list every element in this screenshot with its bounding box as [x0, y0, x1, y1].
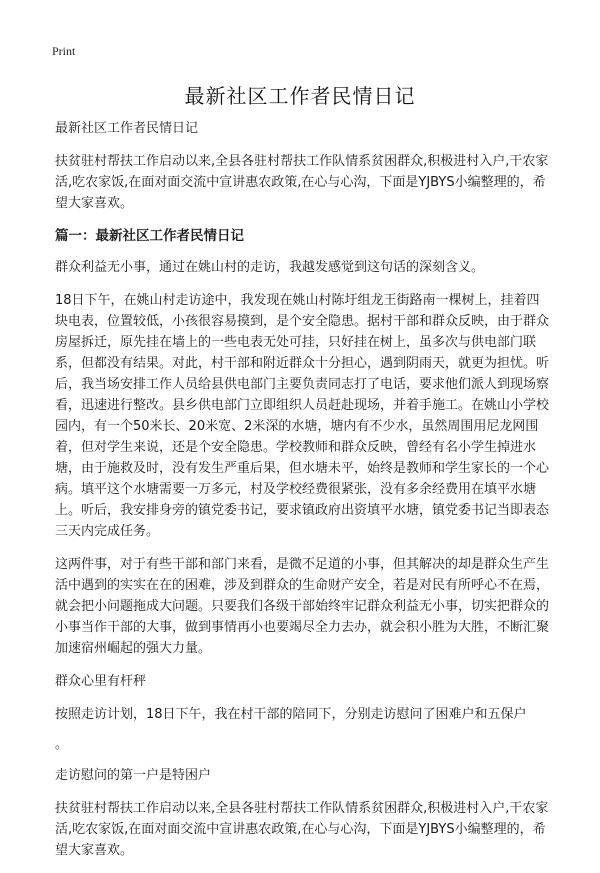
paragraph: 这两件事，对于有些干部和部门来看，是微不足道的小事，但其解决的却是群众生产生活中遇到的实实在在的困难，涉及到群众的生命财产安全，若是对民有所呼心不在焉，就会把小问题拖成大问题。只要我们各级干部始终牢记群众利益无小事，切实把群众的小事当作干部的大事，做到事情再小也要竭尽全力去办，就会积小胜为大胜，不断汇聚加速宿州崛起的强大力量。 [55, 557, 550, 656]
paragraph: 扶贫驻村帮扶工作启动以来,全县各驻村帮扶工作队情系贫困群众,积极进村入户,干农家活,吃农家饭,在面对面交流中宣讲惠农政策,在心与心沟，下面是YJBYS小编整理的，希望大家喜欢。 [55, 801, 549, 858]
article-body [55, 118, 551, 873]
paragraph: 群众利益无小事，通过在姚山村的走访，我越发感觉到这句话的深刻含义。 [55, 260, 485, 275]
print-link[interactable]: Print [52, 44, 76, 58]
paragraph: 18日下午，在姚山村走访途中，我发现在姚山村陈圩组龙王街路南一棵树上，挂着四块电表，位置较低，小孩很容易摸到，是个安全隐患。据村干部和群众反映，由于群众房屋拆迁，原先挂在墙上的一些电表无处可挂，只好挂在树上，虽多次与供电部门联系，但都没有结果。对此，村干部和附近群众十分担心，遇到阴雨天，就更为担忧。听后，我当场安排工作人员给县供电部门主要负责同志打了电话，要求他们派人到现场察看，迅速进行整改。县乡供电部门立即组织人员赶赴现场，并着手施工。在姚山小学校园内，有一个50米长、20米宽、2米深的水塘，塘内有不少水，虽然周围用尼龙网围着，但对学生来说，还是个安全隐患。学校教师和群众反映，曾经有名小学生掉进水塘，由于施救及时，没有发生严重后果，但水塘未平，始终是教师和学生家长的一个心病。填平这个水塘需要一万多元，村及学校经费很紧张，没有多余经费用在填平水塘上。听后，我安排身旁的镇党委书记，要求镇政府出资填平水塘，镇党委书记当即表态三天内完成任务。 [55, 293, 550, 539]
subheading-paragraph: 走访慰问的第一户是特困户 [55, 768, 212, 783]
intro-paragraph: 扶贫驻村帮扶工作启动以来,全县各驻村帮扶工作队情系贫困群众,积极进村入户,干农家活,吃农家饭,在面对面交流中宣讲惠农政策,在心与心沟，下面是YJBYS小编整理的，希望大家喜欢。 [55, 154, 549, 211]
page-title: 最新社区工作者民情日记 [184, 84, 416, 108]
paragraph-continuation: 。 [55, 737, 69, 752]
article-subtitle: 最新社区工作者民情日记 [55, 121, 199, 136]
subheading-paragraph: 群众心里有杆秤 [55, 674, 147, 689]
paragraph: 按照走访计划，18日下午，我在村干部的陪同下，分别走访慰问了困难户和五保户 [55, 707, 527, 722]
section-heading: 篇一：最新社区工作者民情日记 [55, 228, 244, 244]
